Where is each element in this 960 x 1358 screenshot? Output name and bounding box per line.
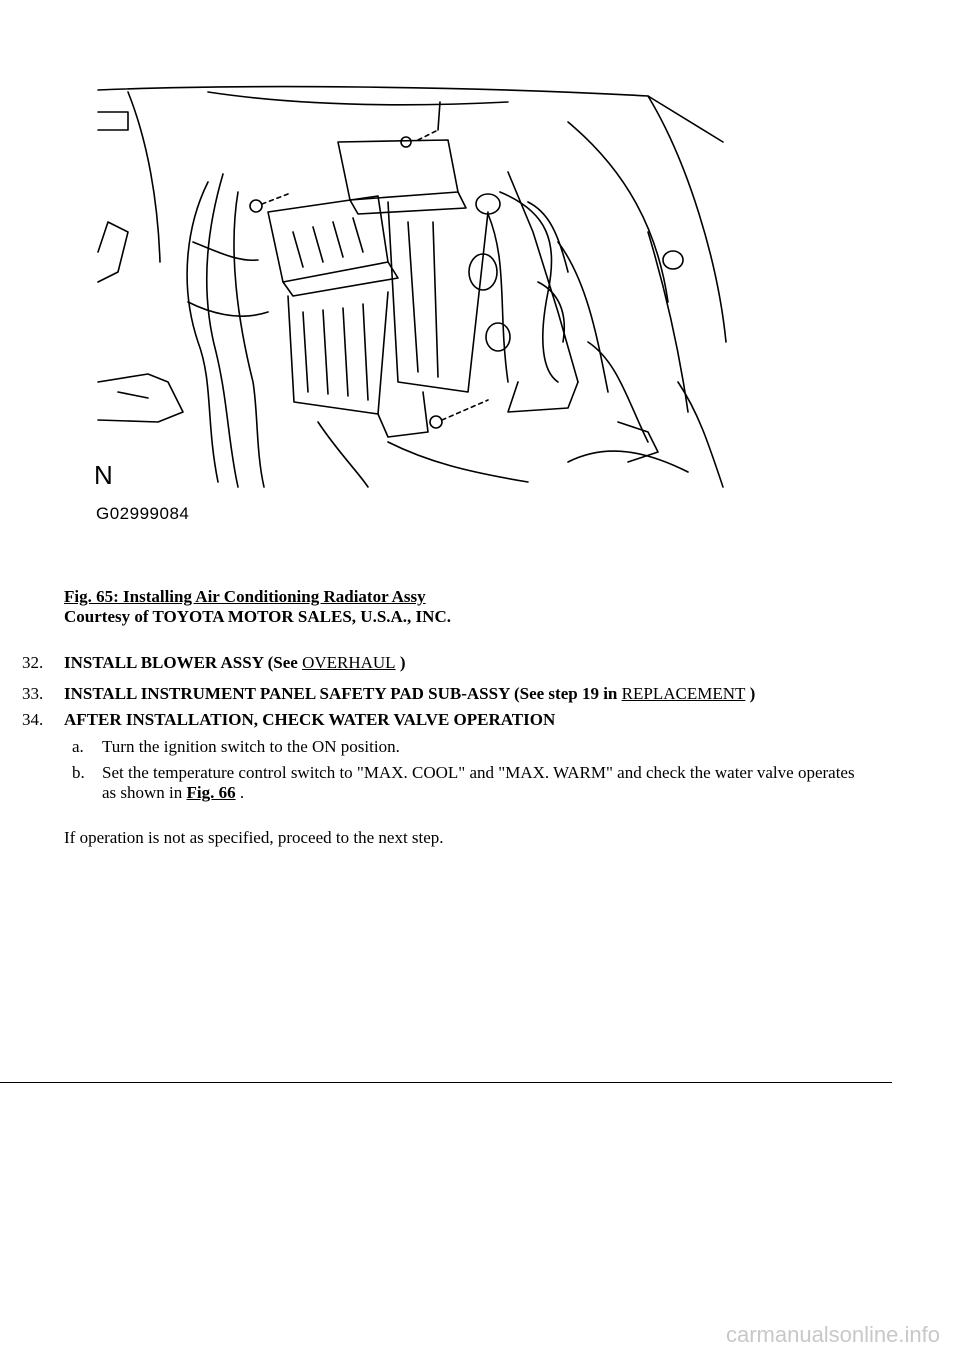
substep-letter: b.	[72, 763, 85, 782]
figure-corner-label: N	[94, 460, 113, 490]
step-text-end: )	[745, 684, 756, 703]
fig-66-link[interactable]: Fig. 66	[186, 783, 236, 802]
replacement-link[interactable]: REPLACEMENT	[621, 684, 746, 703]
figure-caption	[64, 587, 451, 627]
step-number: 32.	[22, 653, 44, 672]
step-number: 33.	[22, 684, 44, 703]
step-text: AFTER INSTALLATION, CHECK WATER VALVE OPERATION	[64, 710, 556, 729]
courtesy-line: Courtesy of TOYOTA MOTOR SALES, U.S.A., INC.	[64, 607, 451, 626]
step-text-end: )	[395, 653, 406, 672]
figure-code: G02999084	[96, 504, 190, 523]
note-text: If operation is not as specified, proceed to the next step.	[64, 828, 444, 847]
step-number: 34.	[22, 710, 44, 729]
page-divider	[0, 1082, 892, 1083]
overhaul-link[interactable]: OVERHAUL	[302, 653, 396, 672]
step-text: INSTALL BLOWER ASSY (See	[64, 653, 303, 672]
watermark: carmanualsonline.info	[725, 1322, 940, 1347]
substep-letter: a.	[72, 737, 84, 756]
substep-text: Set the temperature control switch to "MAX. COOL" and "MAX. WARM" and check the water valve operates as shown in	[102, 763, 855, 802]
figure-caption-link[interactable]: Fig. 65: Installing Air Conditioning Radiator Assy	[64, 587, 426, 606]
step-text: INSTALL INSTRUMENT PANEL SAFETY PAD SUB-ASSY (See step 19 in	[64, 684, 622, 703]
substep-text-end: .	[235, 783, 245, 802]
installation-figure	[88, 82, 728, 532]
substep-text: Turn the ignition switch to the ON position.	[102, 737, 400, 756]
air-conditioning-unit-illustration	[88, 82, 728, 492]
